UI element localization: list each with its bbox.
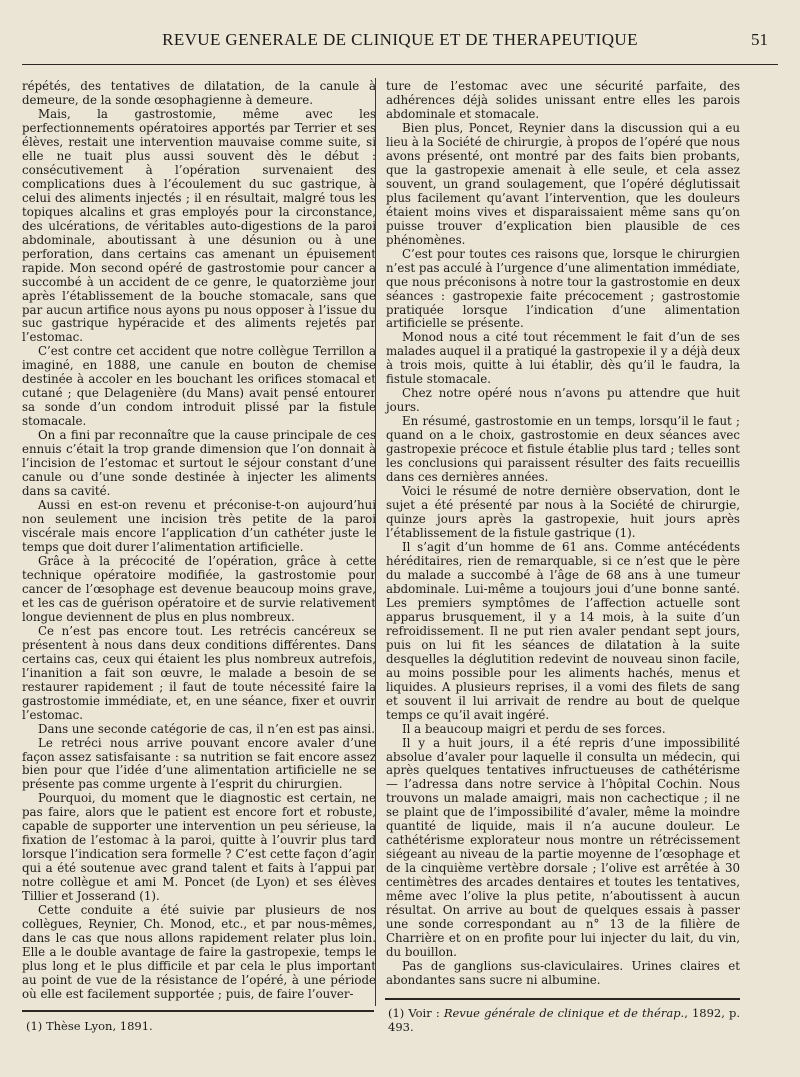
paragraph: En résumé, gastrostomie en un temps, lorsqu’il le faut ; quand on a le choix, gastrostomie en deux séances avec gastropexie précoce et fistule établie plus tard ; telles sont les conclusions qui paraissent résulter des faits recueillis dans ces dernières années.	[386, 414, 740, 485]
page-number: 51	[751, 30, 768, 49]
paragraph: Voici le résumé de notre dernière observation, dont le sujet a été présenté par nous à la Société de chirurgie, quinze jours après la gastropexie, huit jours après l’établissement de la fistule gastrique (1).	[386, 484, 740, 540]
footnote-rule-left	[22, 1010, 374, 1012]
left-column	[22, 80, 376, 1002]
paragraph: Chez notre opéré nous n’avons pu attendre que huit jours.	[386, 386, 740, 415]
running-header	[22, 30, 778, 52]
paragraph: Monod nous a cité tout récemment le fait d’un de ses malades auquel il a pratiqué la gastropexie il y a déjà deux à trois mois, quitte à lui établir, dès qu’il le faudra, la fistule stomacale.	[386, 330, 740, 387]
paragraph: Bien plus, Poncet, Reynier dans la discussion qui a eu lieu à la Société de chirurgie, à propos de l’opéré que nous avons présenté, ont montré par des faits bien probants, que la gastropexie amenait à elle seule, et cela assez souvent, un grand soulagement, que l’opéré déglutissait plus facilement qu’avant l’intervention, que les douleurs étaient moins vives et disparaissaient même sans qu’on puisse trouver d’explication bien plausible de ces phénomènes.	[386, 120, 740, 247]
paragraph: Le retréci nous arrive pouvant encore avaler d’une façon assez satisfaisante : sa nutrition se fait encore assez bien pour que l’idée d’une alimentation artificielle ne se présente pas comme urgente à l’esprit du chirurgien.	[22, 735, 376, 792]
paragraph: Cette conduite a été suivie par plusieurs de nos collègues, Reynier, Ch. Monod, etc., et par nous-mêmes, dans le cas que nous allons rapidement relater plus loin. Elle a le double avantage de faire la gastropexie, temps le plus long et le plus difficile et par cela le plus important au point de vue de la résistance de l’opéré, à une période où elle est facilement supportée ; puis, de faire l’ouver-	[22, 903, 376, 1001]
footnote-right-suffix: , 1892, p. 493.	[388, 1006, 741, 1034]
paragraph: On a fini par reconnaître que la cause principale de ces ennuis c’était la trop grande dimension que l’on donnait à l’incision de l’estomac et surtout le séjour constant d’une canule ou d’une sonde destinée à injecter les aliments dans sa cavité.	[22, 428, 376, 499]
paragraph: Ce n’est pas encore tout. Les retrécis cancéreux se présentent à nous dans deux conditions différentes. Dans certains cas, ceux qui étaient les plus nombreux autrefois, l’inanition a fait son œuvre, le malade a besoin de se restaurer rapidement ; il faut de toute nécessité faire la gastrostomie immédiate, et, en une séance, fixer et ouvrir l’estomac.	[22, 623, 376, 722]
column-divider	[375, 78, 376, 1006]
paragraph: ture de l’estomac avec une sécurité parfaite, des adhérences déjà solides unissant entre elles les parois abdominale et stomacale.	[386, 79, 740, 121]
paragraph: Mais, la gastrostomie, même avec les perfectionnements opératoires apportés par Terrier et ses élèves, restait une intervention mauvaise comme suite, si elle ne tuait plus aussi souvent dès le début : consécutivement à l’opération survenaient des complications dues à l’écoulement du suc gastrique, à celui des aliments injectés ; il en résultait, malgré tous les topiques alcalins et gras employés pour la circonstance, des ulcérations, de véritables auto-digestions de la paroi abdominale, aboutissant à une désunion ou à une perforation, dans certains cas amenant un épuisement rapide. Mon second opéré de gastrostomie pour cancer a succombé à un accident de ce genre, le quatorzième jour après l’établissement de la bouche stomacale, sans que par aucun artifice nous ayons pu nous opposer à l’issue du suc gastrique hypéracide et des aliments rejetés par l’estomac.	[22, 106, 376, 345]
header-rule	[22, 64, 778, 65]
paragraph: C’est contre cet accident que notre collègue Terrillon a imaginé, en 1888, une canule en bouton de chemise destinée à accoler en les bouchant les orifices stomacal et cutané ; que Delagenière (du Mans) avait pensé entourer sa sonde d’un condom introduit plissé par la fistule stomacale.	[22, 344, 376, 429]
paragraph: C’est pour toutes ces raisons que, lorsque le chirurgien n’est pas acculé à l’urgence d’une alimentation immédiate, que nous préconisons à notre tour la gastrostomie en deux séances : gastropexie faite précocement ; gastrostomie pratiquée lorsque l’indication d’une alimentation artificielle se présente.	[386, 246, 740, 331]
paragraph: Pourquoi, du moment que le diagnostic est certain, ne pas faire, alors que le patient est encore fort et robuste, capable de supporter une intervention un peu sérieuse, la fixation de l’estomac à la paroi, quitte à l’ouvrir plus tard lorsque l’indication sera formelle ? C’est cette façon d’agir qui a été soutenue avec grand talent et faits à l’appui par notre collègue et ami M. Poncet (de Lyon) et ses élèves Tillier et Josserand (1).	[22, 791, 376, 904]
paragraph: Pas de ganglions sus-claviculaires. Urines claires et abondantes sans sucre ni albumine.	[386, 959, 740, 987]
paragraph: Aussi en est-on revenu et préconise-t-on aujourd’hui non seulement une incision très petite de la paroi viscérale mais encore l’application d’un cathéter juste le temps que doit durer l’alimentation artificielle.	[22, 498, 376, 554]
paragraph: répétés, des tentatives de dilatation, de la canule à demeure, de la sonde œsophagienne à demeure.	[22, 79, 376, 107]
footnote-left: (1) Thèse Lyon, 1891.	[26, 1019, 153, 1033]
footnote-right-journal: Revue générale de clinique et de thérap.	[443, 1006, 685, 1020]
paragraph: Il a beaucoup maigri et perdu de ses forces.	[402, 721, 666, 736]
footnote-right	[388, 1006, 740, 1034]
footnote-right-prefix: (1) Voir :	[388, 1006, 444, 1020]
journal-title: REVUE GENERALE DE CLINIQUE ET DE THERAPEUTIQUE	[162, 30, 638, 49]
paragraph: Dans une seconde catégorie de cas, il n’en est pas ainsi.	[38, 721, 375, 736]
right-column	[386, 80, 740, 988]
paragraph: Il s’agit d’un homme de 61 ans. Comme antécédents héréditaires, rien de remarquable, si ce n’est que le père du malade a succombé à l’âge de 68 ans à une tumeur abdominale. Lui-même a toujours joui d’une bonne santé. Les premiers symptômes de l’affection actuelle sont apparus brusquement, il y a 14 mois, à la suite d’un refroidissement. Il ne put rien avaler pendant sept jours, puis on lui fit les séances de dilatation à la suite desquelles la déglutition redevint de nouveau sinon facile, au moins possible pour les aliments hachés, menus et liquides. A plusieurs reprises, il a vomi des filets de sang et souvent il lui arrivait de rendre au bout de quelque temps ce qu’il avait ingéré.	[386, 539, 740, 722]
footnote-rule-right	[385, 998, 740, 1000]
paragraph: Il y a huit jours, il a été repris d’une impossibilité absolue d’avaler pour laquelle il consulta un médecin, qui après quelques tentatives infructueuses de cathétérisme — l’adressa dans notre service à l’hôpital Cochin. Nous trouvons un malade amaigri, mais non cachectique ; il ne se plaint que de l’impossibilité d’avaler, même la moindre quantité de liquide, mais il n’a aucune douleur. Le cathétérisme explorateur nous montre un rétrécissement siégeant au niveau de la partie moyenne de l’œsophage et de la cinquième vertèbre dorsale ; l’olive est arrêtée à 30 centimètres des arcades dentaires et toutes les tentatives, même avec l’olive la plus petite, n’aboutissent à aucun résultat. On arrive au bout de quelques essais à passer une sonde correspondant au n° 13 de la filière de Charrière et on en profite pour lui injecter du lait, du vin, du bouillon.	[386, 735, 740, 960]
paragraph: Grâce à la précocité de l’opération, grâce à cette technique opératoire modifiée, la gastrostomie pour cancer de l’œsophage est devenue beaucoup moins grave, et les cas de guérison opératoire et de survie relativement longue deviennent de plus en plus nombreux.	[22, 553, 376, 624]
